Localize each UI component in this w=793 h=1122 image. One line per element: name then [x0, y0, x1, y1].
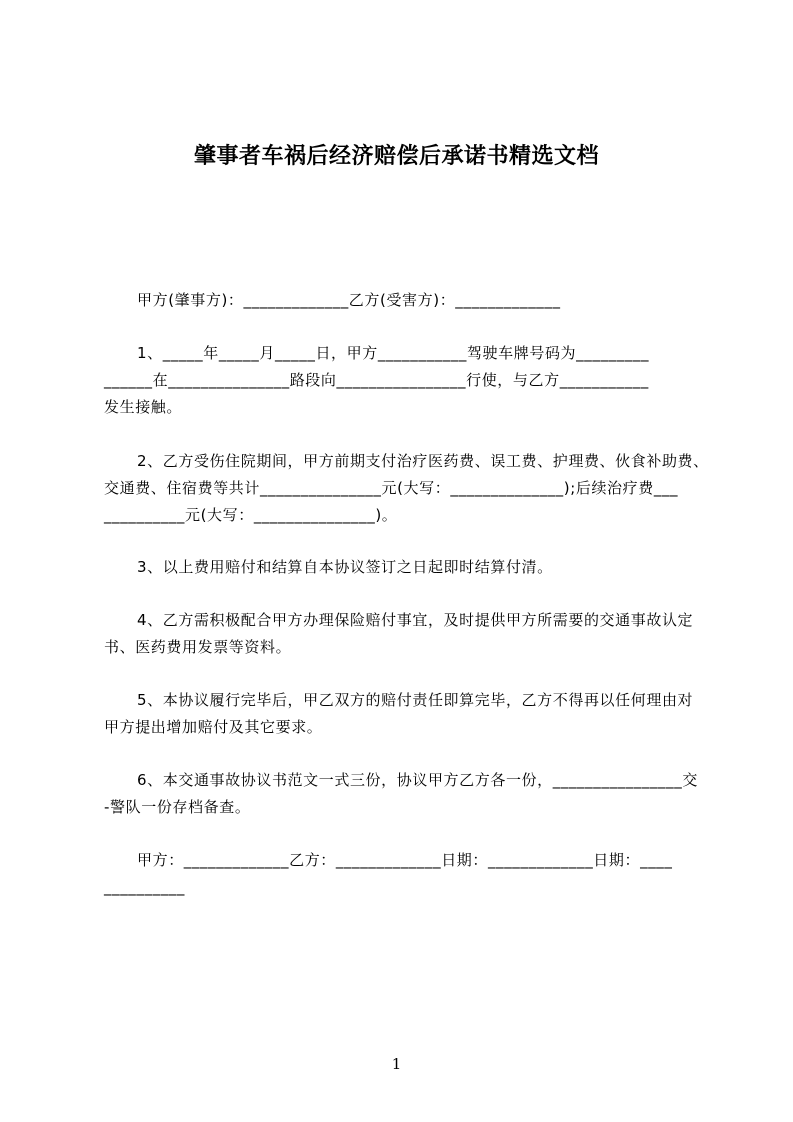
clause-2-line-3: __________元(大写：_______________)。 — [104, 506, 398, 524]
clause-2-line-2: 交通费、住宿费等共计_______________元(大写：______________);后续治疗费___ — [104, 479, 679, 497]
page-number: 1 — [391, 1055, 402, 1073]
clause-5-line-1: 5、本协议履行完毕后，甲乙双方的赔付责任即算完毕，乙方不得再以任何理由对 — [137, 691, 694, 709]
clause-5 — [104, 687, 714, 741]
signature-line-1: 甲方：_____________乙方：_____________日期：_____________日期：____ — [137, 851, 673, 869]
clause-5-line-2: 甲方提出增加赔付及其它要求。 — [104, 718, 323, 736]
clause-1 — [104, 340, 714, 421]
clause-3-line-1: 3、以上费用赔付和结算自本协议签订之日起即时结算付清。 — [137, 558, 553, 576]
clause-6 — [104, 767, 714, 821]
clause-6-line-1: 6、本交通事故协议书范文一式三份，协议甲方乙方各一份，________________交 — [137, 771, 698, 789]
clause-2 — [104, 448, 714, 529]
clause-1-line-1: 1、_____年_____月_____日，甲方___________驾驶车牌号码为_________ — [137, 344, 650, 362]
parties-text: 甲方(肇事方)：_____________乙方(受害方)：_____________ — [137, 291, 561, 309]
clause-6-line-2: -警队一份存档备查。 — [104, 798, 251, 816]
clause-1-line-2: ______在_______________路段向________________行使，与乙方___________ — [104, 371, 649, 389]
clause-1-line-3: 发生接触。 — [104, 398, 183, 416]
clause-4-line-1: 4、乙方需积极配合甲方办理保险赔付事宜，及时提供甲方所需要的交通事故认定 — [137, 611, 694, 629]
signature-line-2: __________ — [104, 878, 185, 896]
document-title: 肇事者车祸后经济赔偿后承诺书精选文档 — [193, 144, 599, 169]
parties-line — [104, 287, 714, 314]
clause-2-line-1: 2、乙方受伤住院期间，甲方前期支付治疗医药费、误工费、护理费、伙食补助费、 — [137, 452, 709, 470]
clause-4-line-2: 书、医药费用发票等资料。 — [104, 638, 292, 656]
clause-4 — [104, 607, 714, 661]
clause-3 — [104, 554, 714, 581]
signature-block — [104, 847, 714, 901]
